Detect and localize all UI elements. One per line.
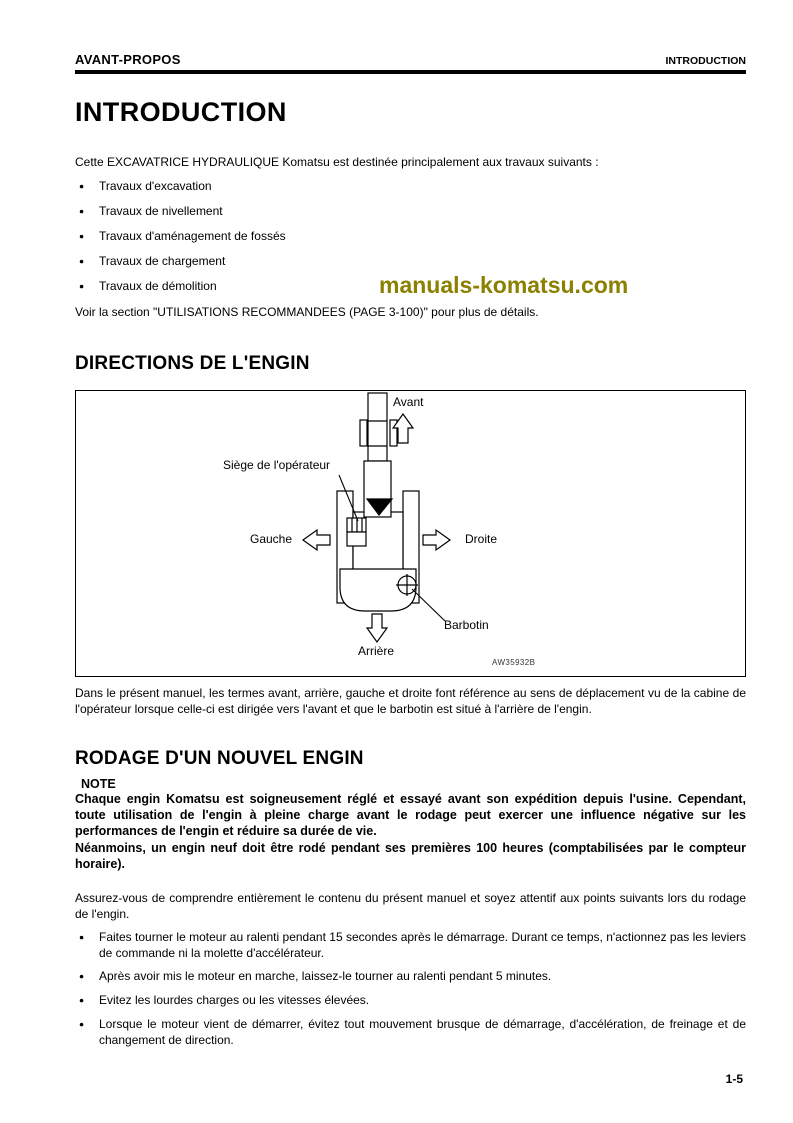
left-arrow-icon — [303, 530, 330, 550]
intro-lead-paragraph: Cette EXCAVATRICE HYDRAULIQUE Komatsu est destinée principalement aux travaux suivants : — [75, 155, 599, 169]
page-title: INTRODUCTION — [75, 97, 287, 127]
list-item — [75, 178, 746, 195]
page-header — [75, 52, 746, 74]
bullet-text: Travaux d'aménagement de fossés — [99, 229, 286, 243]
header-right-title: INTRODUCTION — [665, 55, 746, 67]
list-item — [75, 203, 746, 220]
label-front: Avant — [393, 395, 424, 409]
list-item — [75, 228, 746, 245]
bullet-text: Faites tourner le moteur au ralenti pendant 15 secondes après le démarrage. Durant ce temps, n'actionnez pas les leviers de commande ni la molette d'accélérateur. — [99, 930, 746, 961]
bullet-icon — [79, 992, 99, 1009]
label-rear: Arrière — [358, 644, 395, 658]
page-number: 1-5 — [725, 1072, 743, 1086]
page-content — [75, 52, 746, 1048]
bullet-text: Travaux d'excavation — [99, 179, 212, 193]
bullet-icon — [79, 1016, 99, 1048]
bullet-icon — [79, 228, 99, 245]
rodage-intro-paragraph: Assurez-vous de comprendre entièrement le contenu du présent manuel et soyez attentif aux points suivants lors du rodage de l'engin. — [75, 891, 746, 922]
bullet-text: Evitez les lourdes charges ou les vitesses élevées. — [99, 993, 370, 1008]
directions-figure — [75, 390, 746, 677]
excavator-diagram — [76, 391, 745, 676]
bullet-text: Travaux de démolition — [99, 279, 217, 293]
label-sprocket: Barbotin — [444, 618, 489, 632]
section-title-directions: DIRECTIONS DE L'ENGIN — [75, 353, 310, 374]
bullet-icon — [79, 203, 99, 220]
watermark-text: manuals-komatsu.com — [379, 272, 629, 298]
rodage-bullet-list — [75, 929, 746, 1048]
list-item — [75, 992, 746, 1009]
directions-caption: Dans le présent manuel, les termes avant, arrière, gauche et droite font référence au sens de déplacement vu de la cabine de l'opérateur lorsque celle-ci est dirigée vers l'avant et que le barbotin est situé à l'arrière de l'engin. — [75, 686, 746, 716]
right-arrow-icon — [423, 530, 450, 550]
note-label: NOTE — [81, 777, 116, 791]
note-paragraph-1: Chaque engin Komatsu est soigneusement réglé et essayé avant son expédition depuis l'usine. Cependant, toute utilisation de l'engin à pleine charge avant le rodage peut exercer une influence négative sur les performances de l'engin et réduire sa durée de vie. — [75, 792, 746, 839]
header-left-title: AVANT-PROPOS — [75, 52, 181, 67]
list-item — [75, 968, 746, 985]
bullet-icon — [79, 929, 99, 961]
list-item — [75, 253, 746, 270]
bullet-text: Après avoir mis le moteur en marche, laissez-le tourner au ralenti pendant 5 minutes. — [99, 969, 552, 984]
bullet-icon — [79, 253, 99, 270]
bullet-text: Travaux de nivellement — [99, 204, 223, 218]
list-item — [75, 1016, 746, 1048]
label-right: Droite — [465, 532, 498, 546]
bullet-icon — [79, 178, 99, 195]
operator-seat-shape — [347, 518, 366, 546]
bullet-icon — [79, 968, 99, 985]
label-operator-seat: Siège de l'opérateur — [223, 458, 331, 472]
bullet-icon — [79, 278, 99, 295]
bullet-text: Travaux de chargement — [99, 254, 226, 268]
list-item — [75, 929, 746, 961]
see-also-text: Voir la section "UTILISATIONS RECOMMANDEES (PAGE 3-100)" pour plus de détails. — [75, 305, 539, 319]
note-paragraph-2: Néanmoins, un engin neuf doit être rodé pendant ses premières 100 heures (comptabilisées par le compteur horaire). — [75, 840, 746, 871]
rear-arrow-icon — [367, 614, 387, 642]
section-title-rodage: RODAGE D'UN NOUVEL ENGIN — [75, 748, 364, 769]
figure-reference-code: AW35932B — [492, 658, 536, 667]
label-left: Gauche — [250, 532, 293, 546]
bullet-text: Lorsque le moteur vient de démarrer, évitez tout mouvement brusque de démarrage, d'accélération, de freinage et de changement de direction. — [99, 1017, 746, 1048]
